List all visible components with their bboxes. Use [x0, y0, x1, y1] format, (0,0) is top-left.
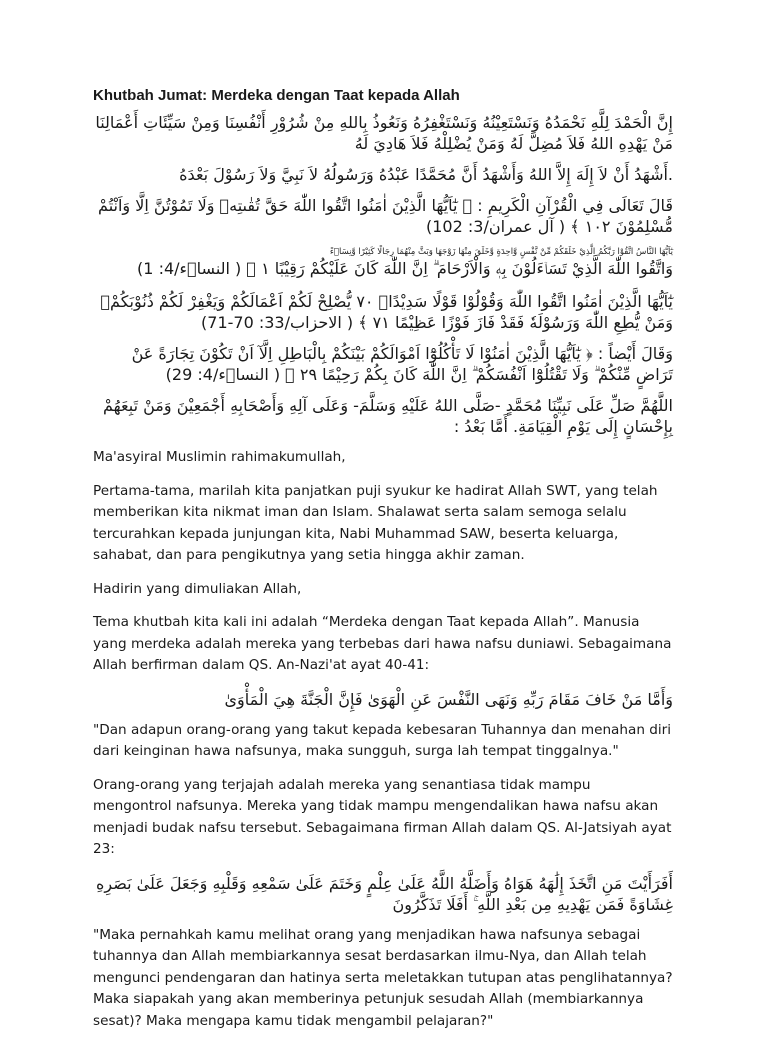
paragraph-theme: Tema khutbah kita kali ini adalah “Merdeka dengan Taat kepada Allah”. Manusia yang merdeka adalah mereka yang terbebas dari hawa nafsu duniawi. Sebagaimana Allah berfirman dalam QS. An-Nazi'at ayat 40-41:: [93, 614, 672, 673]
arabic-verse-naziat: وَأَمَّا مَنْ خَافَ مَقَامَ رَبِّهِ وَنَهَى النَّفْسَ عَنِ الْهَوَىٰ فَإِنَّ الْجَنَّةَ هِيَ الْمَأْوَىٰ: [224, 689, 673, 709]
page-title: Khutbah Jumat: Merdeka dengan Taat kepada Allah: [93, 87, 460, 104]
arabic-opening-4a: يٰٓاَيُّهَا النَّاسُ اتَّقُوْا رَبَّكُمُ الَّذِيْ خَلَقَكُمْ مِّنْ نَّفْسٍ وَّاحِدَةٍ وَّخَلَقَ مِنْهَا زَوْجَهَا وَبَثَّ مِنْهُمَا رِجَالًا كَثِيْرًا وَّنِسَاۤءً: [329, 247, 673, 257]
arabic-opening-6: وَقَالَ أَيْضاً : ﴿ يٰٓاَيُّهَا الَّذِيْنَ اٰمَنُوْا لَا تَأْكُلُوْٓا اَمْوَالَكُمْ بَيْنَكُمْ بِالْبَاطِلِ اِلَّآ اَنْ تَكُوْنَ تِجَارَةً عَنْ تَرَاضٍ مِّنْكُمْ ۗ وَلَا تَقْتُلُوْٓا اَنْفُسَكُمْ ۗ اِنَّ اللّٰهَ كَانَ بِكُمْ رَحِيْمًا ٢٩ ﴾ ( النساۤء/4: 29): [131, 344, 673, 384]
paragraph-intro: Pertama-tama, marilah kita panjatkan puji syukur ke hadirat Allah SWT, yang telah memberikan kita nikmat iman dan Islam. Shalawat serta salam semoga selalu tercurahkan kepada junjungan kita, Nabi Muhammad SAW, beserta keluarga, sahabat, dan para pengikutnya yang setia hingga akhir zaman.: [93, 482, 658, 563]
arabic-opening-2: .أَشْهَدُ أَنْ لاَ إِلَهَ إِلاَّ اللهُ وَأَشْهَدُ أَنَّ مُحَمَّدًا عَبْدُهُ وَرَسُولُهُ لاَ نَبِيَّ وَلاَ رَسُوْلَ بَعْدَهُ: [179, 165, 673, 184]
paragraph-explanation: Orang-orang yang terjajah adalah mereka yang senantiasa tidak mampu mengontrol nafsunya. Mereka yang tidak mampu mengendalikan hawa nafsu akan menjadi budak nafsu tersebut. Sebagaimana firman Allah dalam QS. Al-Jatsiyah ayat 23:: [93, 776, 672, 857]
arabic-opening-block-4: [93, 247, 673, 279]
arabic-verse-jatsiyah: أَفَرَأَيْتَ مَنِ اتَّخَذَ إِلَٰهَهُ هَوَاهُ وَأَضَلَّهُ اللَّهُ عَلَىٰ عِلْمٍ وَخَتَمَ عَلَىٰ سَمْعِهِ وَقَلْبِهِ وَجَعَلَ عَلَىٰ بَصَرِهِ غِشَاوَةً فَمَن يَهْدِيهِ مِن بَعْدِ اللَّهِ ۚ أَفَلَا تَذَكَّرُونَ: [96, 873, 673, 914]
document-body: [93, 86, 673, 1044]
paragraph-translation-2: "Maka pernahkah kamu melihat orang yang menjadikan hawa nafsunya sebagai tuhannya dan Allah membiarkannya sesat berdasarkan ilmu-Nya, dan Allah telah mengunci pendengaran dan hatinya serta meletakkan tutupan atas penglihatannya? Maka siapakah yang akan memberinya petunjuk sesudah Allah (membiarkannya sesat)? Maka mengapa kamu tidak mengambil pelajaran?": [93, 926, 673, 1029]
arabic-opening-7: اللَّهُمَّ صَلِّ عَلَى نَبِيِّنَا مُحَمَّدٍ -صَلَّى اللهُ عَلَيْهِ وَسَلَّمَ- وَعَلَى آلِهِ وَأَصْحَابِهِ أَجْمَعِيْنَ وَمَنْ تَبِعَهُمْ بِإِحْسَانٍ إِلَى يَوْمِ الْقِيَامَةِ. أَمَّا بَعْدُ :: [103, 396, 673, 436]
arabic-opening-3: قَالَ تَعَالَى فِي الْقُرْآنِ الْكَرِيمِ : ﴿ يٰٓاَيُّهَا الَّذِيْنَ اٰمَنُوا اتَّقُوا اللّٰهَ حَقَّ تُقٰىتِهٖ وَلَا تَمُوْتُنَّ اِلَّا وَاَنْتُمْ مُّسْلِمُوْنَ ١٠٢ ﴾ ( آل عمران/3: 102): [98, 196, 673, 236]
arabic-opening-1: إِنَّ الْحَمْدَ لِلَّهِ نَحْمَدُهُ وَنَسْتَعِيْنُهُ وَنَسْتَغْفِرُهُ وَنَعُوذُ بِاللهِ مِنْ شُرُوْرِ أَنْفُسِنَا وَمِنْ سَيِّئَاتِ أَعْمَالِنَا مَنْ يَهْدِهِ اللهُ فَلاَ مُضِلَّ لَهُ وَمَنْ يُضْلِلْهُ فَلاَ هَادِيَ لَهُ: [95, 113, 673, 153]
paragraph-address: Hadirin yang dimuliakan Allah,: [93, 580, 302, 597]
arabic-opening-4b: وَاتَّقُوا اللّٰهَ الَّذِيْ تَسَاۤءَلُوْنَ بِهٖ وَالْاَرْحَامَ ۗ اِنَّ اللّٰهَ كَانَ عَلَيْكُمْ رَقِيْبًا ١ ﴾ ( النساۤء/4: 1): [137, 259, 673, 278]
paragraph-translation-1: "Dan adapun orang-orang yang takut kepada kebesaran Tuhannya dan menahan diri dari keinginan hawa nafsunya, maka sungguh, surga lah tempat tinggalnya.": [93, 721, 672, 759]
arabic-opening-5: يٰٓاَيُّهَا الَّذِيْنَ اٰمَنُوا اتَّقُوا اللّٰهَ وَقُوْلُوْا قَوْلًا سَدِيْدًاۙ ٧٠ يُّصْلِحْ لَكُمْ اَعْمَالَكُمْ وَيَغْفِرْ لَكُمْ ذُنُوْبَكُمْۗ وَمَنْ يُّطِعِ اللّٰهَ وَرَسُوْلَهٗ فَقَدْ فَازَ فَوْزًا عَظِيْمًا ٧١ ﴾ ( الاحزاب/33: 70-71): [100, 292, 673, 332]
paragraph-greeting: Ma'asyiral Muslimin rahimakumullah,: [93, 449, 346, 465]
